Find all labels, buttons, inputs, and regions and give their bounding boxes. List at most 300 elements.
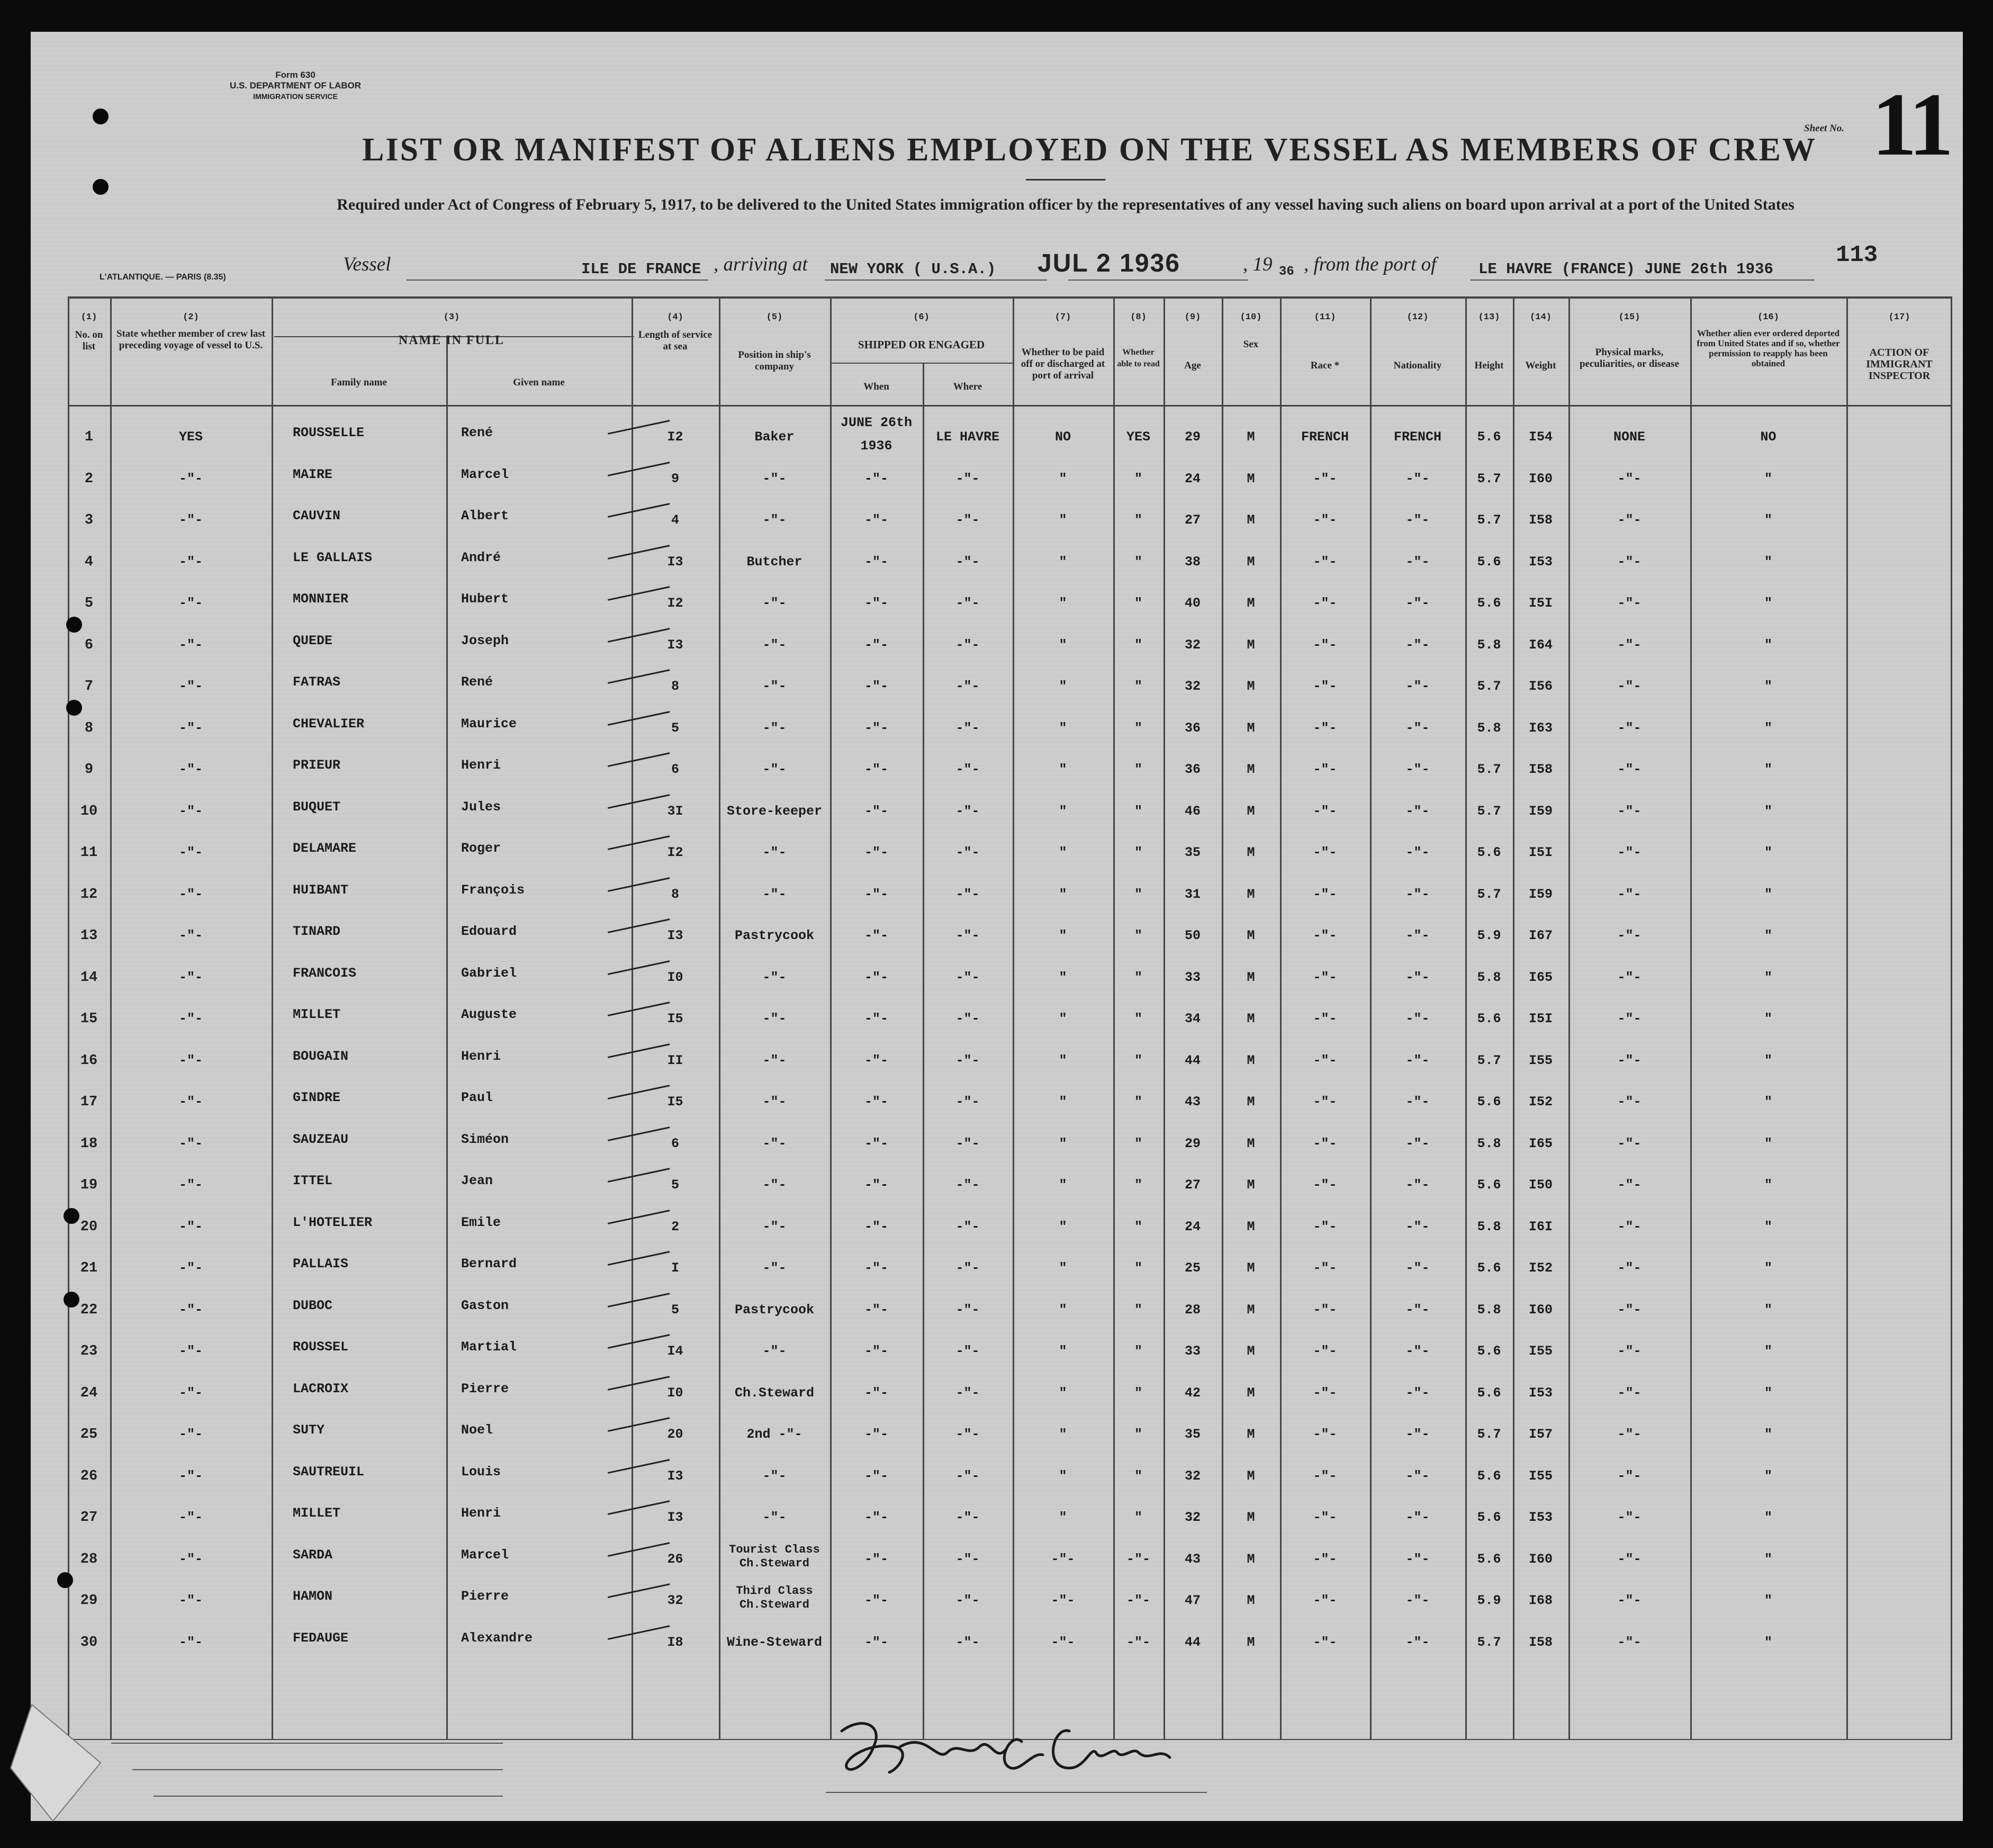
cell-age: 24	[1184, 1219, 1201, 1234]
cell-marks: -"-	[1617, 1634, 1642, 1650]
cell-where: -"-	[955, 928, 980, 943]
arriving-port: NEW YORK ( U.S.A.)	[830, 260, 996, 278]
cell-marks: -"-	[1617, 928, 1642, 943]
cell-sex: M	[1247, 1052, 1255, 1068]
cell-family: PALLAIS	[293, 1256, 349, 1272]
cell-sex: M	[1247, 886, 1255, 902]
cell-weight: I6I	[1528, 1219, 1553, 1234]
table-row	[68, 1574, 1952, 1616]
cell-sex: M	[1247, 471, 1255, 486]
cell-nationality: -"-	[1405, 969, 1430, 985]
cell-position: -"-	[762, 886, 787, 902]
cell-nationality: -"-	[1405, 928, 1430, 943]
cell-voyage: -"-	[178, 928, 203, 943]
cell-marks: -"-	[1617, 1385, 1642, 1401]
cell-paid: "	[1059, 1177, 1067, 1193]
cell-sex: M	[1247, 1219, 1255, 1234]
cell-family: LE GALLAIS	[293, 549, 373, 565]
cell-when: -"-	[864, 1468, 888, 1484]
cell-service: 26	[667, 1551, 683, 1567]
cell-position: -"-	[762, 471, 787, 486]
cell-race: -"-	[1313, 928, 1337, 943]
row-number: 22	[80, 1302, 98, 1318]
cell-family: ROUSSEL	[293, 1339, 349, 1355]
sheet-label: Sheet No.	[1804, 123, 1844, 134]
cell-height: 5.8	[1477, 1219, 1501, 1234]
cell-family: FATRAS	[293, 674, 341, 690]
cell-nationality: -"-	[1405, 1135, 1430, 1151]
cell-read: "	[1134, 1427, 1142, 1442]
row-number: 30	[80, 1634, 98, 1651]
cell-where: -"-	[955, 845, 980, 860]
column-number: (2)	[183, 312, 199, 322]
cell-voyage: -"-	[178, 1011, 203, 1026]
row-number: 21	[80, 1260, 98, 1276]
cell-marks: -"-	[1617, 886, 1642, 902]
cell-marks: -"-	[1617, 1593, 1642, 1608]
cell-sex: M	[1247, 1302, 1255, 1318]
cell-family: PRIEUR	[293, 758, 341, 773]
cell-weight: I59	[1528, 803, 1553, 819]
cell-family: DUBOC	[293, 1297, 333, 1313]
row-number: 16	[80, 1052, 98, 1069]
table-row	[68, 1366, 1952, 1408]
cell-given: Joseph	[461, 633, 509, 648]
cell-height: 5.6	[1477, 1177, 1501, 1193]
table-row	[68, 951, 1952, 993]
cell-marks: -"-	[1617, 1302, 1642, 1318]
cell-sex: M	[1247, 679, 1255, 694]
cell-given: Hubert	[461, 591, 509, 607]
cell-deported: "	[1764, 1385, 1772, 1401]
cell-sex: M	[1247, 1634, 1255, 1650]
row-number: 4	[84, 554, 94, 570]
cell-when: -"-	[864, 1385, 888, 1401]
cell-nationality: -"-	[1405, 1011, 1430, 1026]
cell-position: -"-	[762, 1052, 787, 1068]
cell-marks: -"-	[1617, 1052, 1642, 1068]
cell-read: "	[1134, 1302, 1142, 1318]
cell-where: -"-	[955, 762, 980, 777]
year-suffix: 36	[1279, 265, 1294, 279]
header-action: ACTION OF IMMIGRANT INSPECTOR	[1866, 347, 1933, 382]
cell-voyage: YES	[178, 429, 203, 445]
cell-sex: M	[1247, 637, 1255, 653]
vessel-name: ILE DE FRANCE	[581, 260, 701, 278]
cell-position: -"-	[762, 1510, 787, 1525]
arriving-label: , arriving at	[714, 254, 808, 275]
cell-service: 6	[671, 762, 679, 777]
header-able-read: Whether able to read	[1117, 348, 1160, 368]
cell-age: 25	[1184, 1260, 1201, 1276]
cell-race: -"-	[1313, 637, 1337, 653]
cell-when: -"-	[864, 845, 888, 860]
cell-given: Gaston	[461, 1297, 509, 1313]
cell-service: I0	[667, 969, 683, 985]
from-port: LE HAVRE (FRANCE) JUNE 26th 1936	[1478, 260, 1773, 278]
cell-family: BOUGAIN	[293, 1048, 349, 1064]
cell-deported: "	[1764, 1302, 1772, 1318]
cell-family: CAUVIN	[293, 508, 341, 524]
cell-age: 24	[1184, 471, 1201, 486]
cell-sex: M	[1247, 512, 1255, 528]
cell-given: Maurice	[461, 716, 517, 732]
cell-deported: "	[1764, 886, 1772, 902]
cell-sex: M	[1247, 1260, 1255, 1276]
cell-where: -"-	[955, 554, 980, 570]
cell-service: I5	[667, 1011, 683, 1026]
cell-voyage: -"-	[178, 1344, 203, 1359]
cell-sex: M	[1247, 1177, 1255, 1193]
row-number: 18	[80, 1135, 98, 1152]
cell-race: -"-	[1313, 886, 1337, 902]
cell-family: MILLET	[293, 1007, 341, 1022]
cell-weight: I58	[1528, 1634, 1553, 1650]
cell-paid: "	[1059, 762, 1067, 777]
cell-race: -"-	[1313, 1427, 1337, 1442]
cell-when: -"-	[864, 512, 888, 528]
punch-hole	[66, 617, 82, 633]
cell-paid: "	[1059, 1385, 1067, 1401]
cell-service: 3I	[667, 803, 683, 819]
row-number: 8	[84, 720, 94, 736]
cell-voyage: -"-	[178, 596, 203, 611]
cell-read: "	[1134, 596, 1142, 611]
cell-race: -"-	[1313, 1593, 1337, 1608]
cell-family: TINARD	[293, 924, 341, 939]
table-row	[68, 1034, 1952, 1076]
punch-hole	[66, 700, 82, 716]
cell-position: -"-	[762, 1011, 787, 1026]
table-row	[68, 1616, 1952, 1657]
cell-where: -"-	[955, 512, 980, 528]
row-number: 13	[80, 928, 98, 944]
cell-where: -"-	[955, 1260, 980, 1276]
column-number: (14)	[1530, 312, 1552, 322]
row-number: 5	[84, 596, 94, 611]
cell-when: -"-	[864, 803, 888, 819]
cell-deported: "	[1764, 1427, 1772, 1442]
header-crew-last-voyage: State whether member of crew last preceding voyage of vessel to U.S.	[116, 328, 266, 351]
cell-race: -"-	[1313, 803, 1337, 819]
cell-deported: "	[1764, 471, 1772, 486]
row-number: 25	[80, 1427, 98, 1443]
cell-service: I8	[667, 1634, 683, 1650]
cell-given: Albert	[461, 508, 509, 524]
cell-height: 5.6	[1477, 1094, 1501, 1110]
cell-marks: -"-	[1617, 1427, 1642, 1442]
cell-deported: "	[1764, 512, 1772, 528]
cell-read: "	[1134, 1135, 1142, 1151]
cell-where: -"-	[955, 1468, 980, 1484]
cell-height: 5.7	[1477, 679, 1501, 694]
cell-position: Butcher	[746, 554, 802, 570]
cell-where: -"-	[955, 1634, 980, 1650]
cell-paid: "	[1059, 1011, 1067, 1026]
cell-height: 5.6	[1477, 1344, 1501, 1359]
header-given-name: Given name	[513, 377, 565, 388]
cell-where: -"-	[955, 1510, 980, 1525]
cell-read: "	[1134, 1219, 1142, 1234]
cell-race: -"-	[1313, 596, 1337, 611]
table-row	[68, 1408, 1952, 1449]
cell-nationality: -"-	[1405, 512, 1430, 528]
cell-voyage: -"-	[178, 512, 203, 528]
cell-paid: "	[1059, 845, 1067, 860]
cell-when: -"-	[864, 1135, 888, 1151]
row-number: 1	[84, 429, 94, 445]
cell-nationality: -"-	[1405, 1385, 1430, 1401]
cell-weight: I55	[1528, 1052, 1553, 1068]
cell-position: -"-	[762, 762, 787, 777]
cell-sex: M	[1247, 762, 1255, 777]
cell-when: -"-	[864, 762, 888, 777]
cell-weight: I54	[1528, 429, 1553, 445]
cell-when: -"-	[864, 969, 888, 985]
cell-marks: -"-	[1617, 803, 1642, 819]
cell-read: "	[1134, 1510, 1142, 1525]
cell-weight: I55	[1528, 1344, 1553, 1359]
header-weight: Weight	[1525, 360, 1556, 371]
cell-service: I3	[667, 637, 683, 653]
cell-voyage: -"-	[178, 1468, 203, 1484]
cell-sex: M	[1247, 1385, 1255, 1401]
cell-weight: I68	[1528, 1593, 1553, 1608]
cell-nationality: -"-	[1405, 720, 1430, 736]
cell-nationality: -"-	[1405, 1302, 1430, 1318]
cell-weight: I57	[1528, 1427, 1553, 1442]
cell-given: Pierre	[461, 1381, 509, 1396]
cell-paid: "	[1059, 1427, 1067, 1442]
cell-deported: "	[1764, 1011, 1772, 1026]
printer-note: L'ATLANTIQUE. — PARIS (8.35)	[100, 273, 226, 282]
cell-race: -"-	[1313, 1094, 1337, 1110]
column-number: (9)	[1184, 312, 1201, 322]
cell-deported: "	[1764, 762, 1772, 777]
cell-height: 5.6	[1477, 1011, 1501, 1026]
table-row	[68, 660, 1952, 701]
cell-paid: "	[1059, 1302, 1067, 1318]
cell-when: -"-	[864, 720, 888, 736]
cell-age: 36	[1184, 762, 1201, 777]
cell-sex: M	[1247, 596, 1255, 611]
cell-nationality: -"-	[1405, 1052, 1430, 1068]
cell-weight: I60	[1528, 1302, 1553, 1318]
cell-race: -"-	[1313, 1052, 1337, 1068]
cell-weight: I65	[1528, 1135, 1553, 1151]
cell-nationality: -"-	[1405, 554, 1430, 570]
row-number: 14	[80, 969, 98, 986]
column-number: (1)	[80, 312, 97, 322]
cell-race: -"-	[1313, 1135, 1337, 1151]
cell-nationality: -"-	[1405, 1260, 1430, 1276]
table-row	[68, 1449, 1952, 1491]
cell-service: 8	[671, 679, 679, 694]
header-sex: Sex	[1243, 339, 1259, 350]
table-row	[68, 909, 1952, 951]
cell-paid: "	[1059, 886, 1067, 902]
cell-nationality: -"-	[1405, 762, 1430, 777]
cell-height: 5.7	[1477, 1052, 1501, 1068]
cell-position: -"-	[762, 1468, 787, 1484]
column-number: (11)	[1314, 312, 1336, 322]
cell-voyage: -"-	[178, 886, 203, 902]
port-underline	[825, 280, 1047, 281]
cell-marks: -"-	[1617, 1344, 1642, 1359]
row-number: 17	[80, 1094, 98, 1110]
cell-where: -"-	[955, 1593, 980, 1608]
cell-age: 36	[1184, 720, 1201, 736]
punch-hole	[64, 1208, 79, 1224]
title-rule	[1026, 179, 1105, 181]
cell-family: ITTEL	[293, 1173, 333, 1188]
cell-paid: "	[1059, 1468, 1067, 1484]
cell-voyage: -"-	[178, 1052, 203, 1068]
header-where: Where	[953, 381, 982, 392]
column-number: (3)	[443, 312, 460, 322]
cell-when: JUNE 26th 1936	[840, 415, 913, 454]
cell-when: -"-	[864, 1177, 888, 1193]
cell-weight: I59	[1528, 886, 1553, 902]
cell-service: I2	[667, 596, 683, 611]
column-number: (6)	[913, 312, 930, 322]
cell-deported: "	[1764, 637, 1772, 653]
cell-paid: "	[1059, 596, 1067, 611]
cell-weight: I5I	[1528, 845, 1553, 860]
cell-where: -"-	[955, 1302, 980, 1318]
cell-marks: -"-	[1617, 1219, 1642, 1234]
from-label: , from the port of	[1304, 254, 1437, 275]
cell-weight: I58	[1528, 512, 1553, 528]
header-bottom-rule	[68, 405, 1952, 407]
cell-age: 32	[1184, 1510, 1201, 1525]
cell-service: 6	[671, 1135, 679, 1151]
cell-race: -"-	[1313, 1177, 1337, 1193]
cell-position: Third Class Ch.Steward	[736, 1584, 813, 1611]
cell-position: -"-	[762, 1177, 787, 1193]
cell-family: DELAMARE	[293, 841, 357, 856]
cell-service: I2	[667, 845, 683, 860]
table-row	[68, 493, 1952, 535]
cell-height: 5.9	[1477, 1593, 1501, 1608]
cell-race: -"-	[1313, 845, 1337, 860]
cell-nationality: -"-	[1405, 1551, 1430, 1567]
header-race: Race *	[1310, 360, 1340, 371]
row-number: 26	[80, 1468, 98, 1484]
cell-nationality: -"-	[1405, 637, 1430, 653]
cell-marks: -"-	[1617, 512, 1642, 528]
department: U.S. DEPARTMENT OF LABOR	[229, 80, 362, 91]
cell-age: 32	[1184, 679, 1201, 694]
cell-sex: M	[1247, 1510, 1255, 1525]
date-underline	[1068, 280, 1248, 281]
cell-sex: M	[1247, 1011, 1255, 1026]
cell-age: 31	[1184, 886, 1201, 902]
cell-height: 5.6	[1477, 596, 1501, 611]
cell-position: Ch.Steward	[734, 1385, 815, 1401]
cell-voyage: -"-	[178, 1135, 203, 1151]
cell-nationality: -"-	[1405, 1219, 1430, 1234]
cell-height: 5.6	[1477, 1551, 1501, 1567]
cell-when: -"-	[864, 1011, 888, 1026]
cell-height: 5.8	[1477, 720, 1501, 736]
cell-marks: -"-	[1617, 554, 1642, 570]
cell-weight: I50	[1528, 1177, 1553, 1193]
cell-family: SARDA	[293, 1547, 333, 1563]
cell-when: -"-	[864, 554, 888, 570]
right-edge	[1963, 0, 1993, 1848]
cell-voyage: -"-	[178, 1510, 203, 1525]
cell-nationality: -"-	[1405, 1593, 1430, 1608]
cell-sex: M	[1247, 554, 1255, 570]
cell-marks: -"-	[1617, 845, 1642, 860]
line-underline	[111, 1743, 503, 1744]
cell-weight: I5I	[1528, 596, 1553, 611]
header-paid-off: Whether to be paid off or discharged at port of arrival	[1021, 347, 1105, 381]
cell-sex: M	[1247, 803, 1255, 819]
manifest-sheet	[31, 32, 1963, 1821]
cell-when: -"-	[864, 1344, 888, 1359]
cell-where: -"-	[955, 637, 980, 653]
cell-race: -"-	[1313, 1219, 1337, 1234]
cell-paid: "	[1059, 1135, 1067, 1151]
cell-paid: "	[1059, 1510, 1067, 1525]
row-number: 15	[80, 1011, 98, 1027]
cell-age: 34	[1184, 1011, 1201, 1026]
row-number: 7	[84, 679, 94, 695]
table-row	[68, 1075, 1952, 1117]
cell-age: 32	[1184, 637, 1201, 653]
from-underline	[1471, 280, 1815, 281]
cell-given: Jean	[461, 1173, 493, 1188]
cell-sex: M	[1247, 1593, 1255, 1608]
cell-race: -"-	[1313, 1634, 1337, 1650]
cell-weight: I53	[1528, 1385, 1553, 1401]
cell-race: -"-	[1313, 1468, 1337, 1484]
cell-paid: "	[1059, 928, 1067, 943]
cell-read: "	[1134, 1094, 1142, 1110]
column-number: (16)	[1757, 312, 1779, 322]
cell-marks: -"-	[1617, 679, 1642, 694]
cell-marks: -"-	[1617, 471, 1642, 486]
cell-position: -"-	[762, 512, 787, 528]
cell-position: -"-	[762, 845, 787, 860]
cell-given: Auguste	[461, 1007, 517, 1022]
cell-race: FRENCH	[1301, 429, 1349, 445]
cell-deported: "	[1764, 1135, 1772, 1151]
cell-paid: "	[1059, 720, 1067, 736]
column-number: (13)	[1478, 312, 1500, 322]
form-number: Form 630	[275, 70, 315, 80]
page-title: LIST OR MANIFEST OF ALIENS EMPLOYED ON THE VESSEL AS MEMBERS OF CREW	[362, 132, 1817, 168]
table-row	[68, 535, 1952, 577]
cell-where: LE HAVRE	[935, 429, 1000, 445]
column-number: (4)	[667, 312, 683, 322]
cell-paid: "	[1059, 1260, 1067, 1276]
cell-position: Pastrycook	[734, 1302, 815, 1318]
table-row	[68, 1491, 1952, 1533]
cell-read: "	[1134, 928, 1142, 943]
cell-family: BUQUET	[293, 799, 341, 815]
cell-where: -"-	[955, 1011, 980, 1026]
cell-deported: "	[1764, 1219, 1772, 1234]
cell-voyage: -"-	[178, 969, 203, 985]
table-row	[68, 452, 1952, 494]
cell-family: L'HOTELIER	[293, 1214, 373, 1230]
cell-nationality: -"-	[1405, 679, 1430, 694]
cell-given: Bernard	[461, 1256, 517, 1272]
cell-when: -"-	[864, 1219, 888, 1234]
